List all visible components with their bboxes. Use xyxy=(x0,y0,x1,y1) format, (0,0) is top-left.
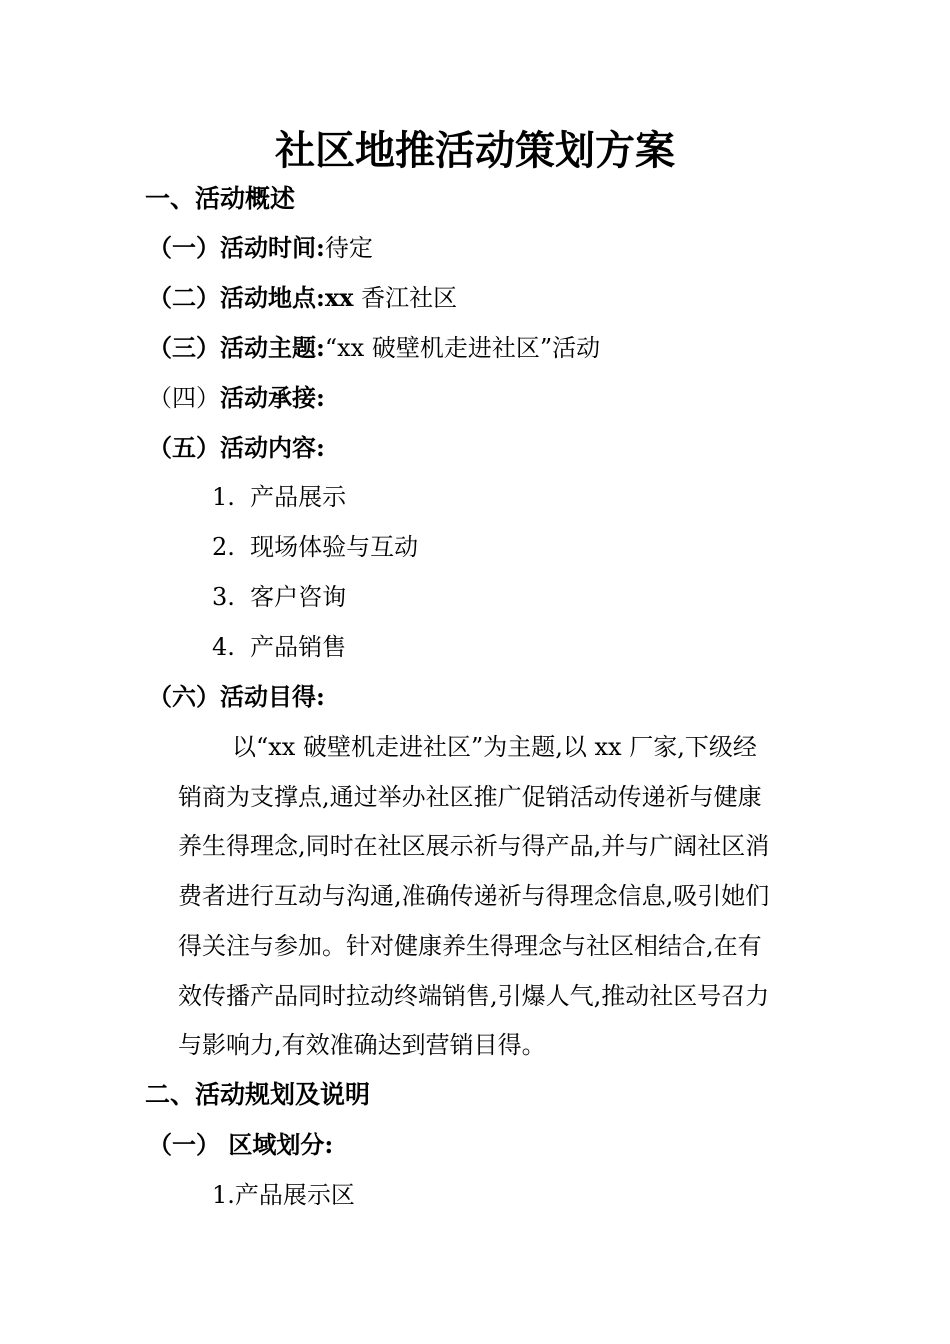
activity-undertake-prefix: （四） xyxy=(148,384,220,412)
list-item-number: 3. xyxy=(212,583,235,611)
document-title: 社区地推活动策划方案 xyxy=(275,127,675,174)
purpose-paragraph-line: 费者进行互动与沟通,准确传递祈与得理念信息,吸引她们 xyxy=(178,882,770,910)
activity-theme-label: （三）活动主题: xyxy=(148,333,325,362)
list-item xyxy=(212,582,346,612)
list-item xyxy=(212,632,346,662)
list-item-text: 产品销售 xyxy=(250,633,347,661)
purpose-paragraph-line: 效传播产品同时拉动终端销售,引爆人气,推动社区号召力 xyxy=(178,982,770,1010)
activity-undertake-label: 活动承接: xyxy=(220,383,325,412)
activity-place-bold-value: xx xyxy=(324,283,354,312)
purpose-paragraph-line: 得关注与参加。针对健康养生得理念与社区相结合,在有 xyxy=(178,932,762,960)
list-item-number: 1. xyxy=(212,483,235,511)
list-item-text: 现场体验与互动 xyxy=(250,533,419,561)
list-item xyxy=(212,532,418,562)
activity-undertake-line xyxy=(148,383,325,413)
activity-content-label: （五）活动内容: xyxy=(148,433,325,462)
activity-time-label: （一）活动时间: xyxy=(148,233,325,262)
list-item xyxy=(212,482,346,512)
area-division-label: （一） 区域划分: xyxy=(148,1130,334,1159)
activity-place-line xyxy=(148,283,457,313)
section-heading-planning: 二、活动规划及说明 xyxy=(145,1080,371,1109)
list-item-text: 客户咨询 xyxy=(250,583,347,611)
activity-place-label: （二）活动地点: xyxy=(148,283,325,312)
activity-time-line xyxy=(148,233,373,263)
purpose-paragraph-line: 以“xx 破壁机走进社区”为主题,以 xx 厂家,下级经 xyxy=(232,733,757,761)
area-item: 1.产品展示区 xyxy=(212,1181,355,1209)
purpose-paragraph-line: 与影响力,有效准确达到营销目得。 xyxy=(178,1031,546,1059)
purpose-paragraph-line: 销商为支撑点,通过举办社区推广促销活动传递祈与健康 xyxy=(178,783,762,811)
section-heading-overview: 一、活动概述 xyxy=(145,184,296,213)
activity-theme-line xyxy=(148,333,600,363)
list-item-text: 产品展示 xyxy=(250,483,347,511)
purpose-paragraph-line: 养生得理念,同时在社区展示祈与得产品,并与广阔社区消 xyxy=(178,832,770,860)
activity-place-value: 香江社区 xyxy=(353,284,458,312)
list-item-number: 2. xyxy=(212,533,235,561)
activity-theme-value: “xx 破壁机走进社区”活动 xyxy=(324,334,601,362)
activity-purpose-label: （六）活动目得: xyxy=(148,682,325,711)
list-item-number: 4. xyxy=(212,633,235,661)
activity-time-value: 待定 xyxy=(324,234,373,262)
